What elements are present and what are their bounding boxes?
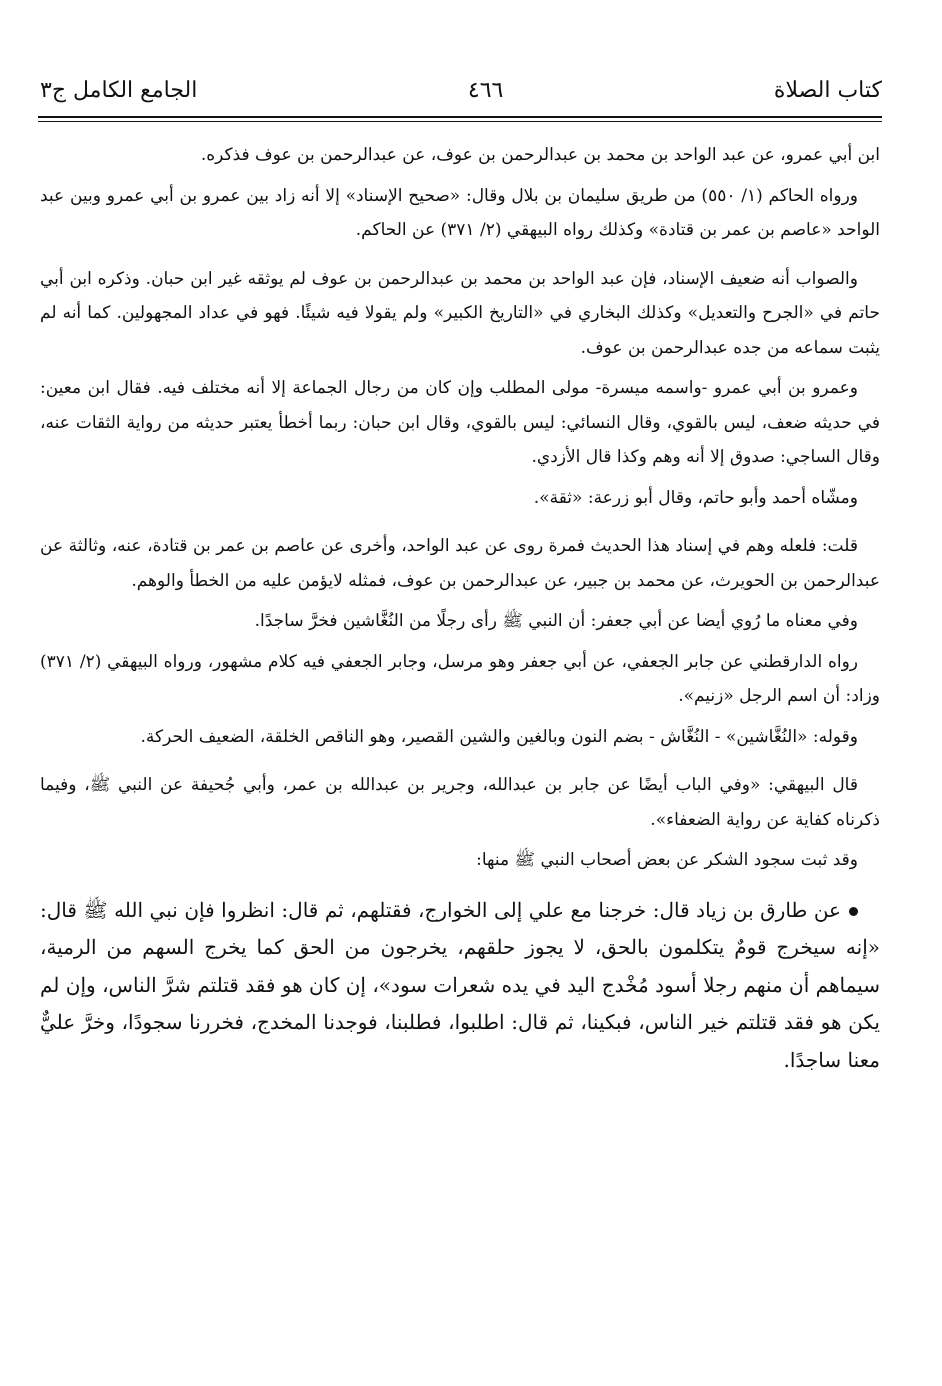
header-rule-thin bbox=[38, 121, 882, 122]
chapter-title: كتاب الصلاة bbox=[773, 77, 882, 103]
header-rule-thick bbox=[38, 116, 882, 118]
paragraph: رواه الدارقطني عن جابر الجعفي، عن أبي جعفر وهو مرسل، وجابر الجعفي فيه كلام مشهور، ورواه البيهقي (٢/ ٣٧١) وزاد: أن اسم الرجل «زنيم». bbox=[40, 651, 880, 706]
paragraph: والصواب أنه ضعيف الإسناد، فإن عبد الواحد بن محمد بن عبدالرحمن بن عوف لم يوثقه غير ابن حبان. وذكره ابن أبي حاتم في «الجرح والتعديل» وكذلك البخاري في «التاريخ الكبير» ولم يقولا فيه شيئًا. فهو في عداد المجهولين. كما أنه لم يثبت سماعه من جده عبدالرحمن بن عوف. bbox=[40, 268, 880, 358]
hadith-paragraph bbox=[40, 892, 880, 1080]
paragraph: وقد ثبت سجود الشكر عن بعض أصحاب النبي ﷺ منها: bbox=[476, 850, 858, 870]
page-number: ٤٦٦ bbox=[467, 77, 504, 103]
paragraph: قال البيهقي: «وفي الباب أيضًا عن جابر بن عبدالله، وجرير بن عبدالله بن عمر، وأبي جُحيفة عن النبي ﷺ، وفيما ذكرناه كفاية عن رواية الضعفاء». bbox=[40, 775, 880, 830]
paragraph: وقوله: «النُغَّاشين» - النُغَّاش - بضم النون وبالغين والشين القصير، وهو الناقص الخلقة، الضعيف الحركة. bbox=[140, 726, 858, 747]
paragraph: ومشّاه أحمد وأبو حاتم، وقال أبو زرعة: «ثقة». bbox=[533, 487, 858, 508]
paragraph: ابن أبي عمرو، عن عبد الواحد بن محمد بن عبدالرحمن بن عوف، عن عبدالرحمن بن عوف فذكره. bbox=[200, 145, 880, 165]
paragraph: قلت: فلعله وهم في إسناد هذا الحديث فمرة روى عن عبد الواحد، وأخرى عن عاصم بن عمر بن قتادة، عنه، وثالثة عن عبدالرحمن بن الحويرث، عن محمد بن جبير، عن عبدالرحمن بن عوف، فمثله لايؤمن عليه من الخطأ والوهم. bbox=[40, 536, 880, 591]
paragraph: وفي معناه ما رُوي أيضا عن أبي جعفر: أن النبي ﷺ رأى رجلًا من النُغَّاشين فخرَّ ساجدًا. bbox=[254, 611, 858, 631]
hadith-text: عن طارق بن زياد قال: خرجنا مع علي إلى الخوارج، فقتلهم، ثم قال: انظروا فإن نبي الله ﷺ قال: «إنه سيخرج قومٌ يتكلمون بالحق، لا يجوز حلقهم، يخرجون من الحق كما يخرج السهم من الرمية، سيماهم أن منهم رجلا أسود مُخْدج اليد في يده شعرات سود»، إن كان هو فقد قتلتم شرَّ الناس، وإن لم يكن هو فقد قتلتم خير الناس، فبكينا، ثم قال: اطلبوا، فطلبنا، فوجدنا المخدج، فخررنا سجودًا، وخرَّ عليٌّ معنا ساجدًا. bbox=[40, 897, 880, 1072]
paragraph: وعمرو بن أبي عمرو -واسمه ميسرة- مولى المطلب وإن كان من رجال الجماعة إلا أنه مختلف فيه. فقال ابن معين: في حديثه ضعف، ليس بالقوي، وقال النسائي: ليس بالقوي، وقال ابن حبان: ربما أخطأ يعتبر حديثه من رواية الثقات عنه، وقال الساجي: صدوق إلا أنه وهم وكذا قال الأزدي. bbox=[40, 378, 880, 467]
page-body bbox=[40, 138, 880, 1085]
running-header bbox=[40, 72, 882, 108]
bullet-icon bbox=[849, 907, 858, 916]
book-title: الجامع الكامل ج٣ bbox=[40, 77, 198, 103]
paragraph: ورواه الحاكم (١/ ٥٥٠) من طريق سليمان بن بلال وقال: «صحيح الإسناد» إلا أنه زاد بين عمرو بن أبي عمرو وبين عبد الواحد «عاصم بن عمر بن قتادة» وكذلك رواه البيهقي (٢/ ٣٧١) عن الحاكم. bbox=[40, 185, 880, 240]
